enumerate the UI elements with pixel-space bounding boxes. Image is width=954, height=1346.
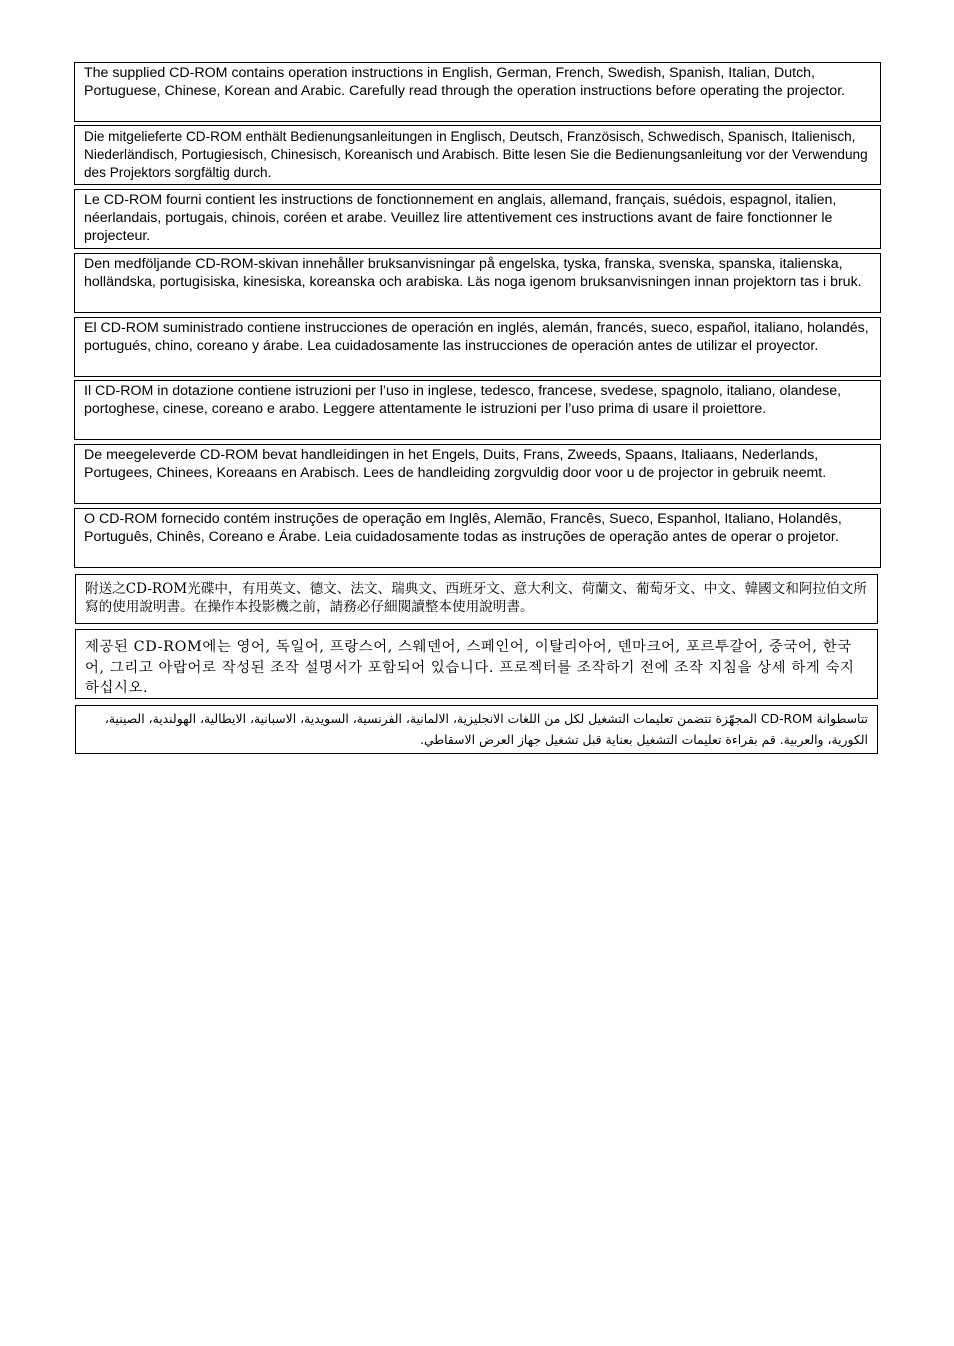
notice-english-text: The supplied CD-ROM contains operation instructions in English, German, French, Swedish, Spanish, Italian, Dutch, Portuguese, Chinese, Korean and Arabic. Carefully read through the operation instructions before operating the projector. xyxy=(84,65,846,99)
notice-french-text: Le CD-ROM fourni contient les instructions de fonctionnement en anglais, allemand, français, suédois, espagnol, italien, néerlandais, portugais, chinois, coréen et arabe. Veuillez lire attentivement ces instructions avant de faire fonctionner le projecteur. xyxy=(84,192,837,244)
notice-korean-text: 제공된 CD-ROM에는 영어, 독일어, 프랑스어, 스웨덴어, 스페인어, 이탈리아어, 덴마크어, 포르투갈어, 중국어, 한국어, 그리고 아랍어로 작성된 조작 설명서가 포함되어 있습니다. 프로젝터를 조작하기 전에 조작 지침을 상세 하게 숙지하십시오. xyxy=(85,639,855,696)
notice-spanish xyxy=(74,317,881,377)
notice-english xyxy=(74,62,881,122)
notice-german xyxy=(74,125,881,185)
notice-dutch-text: De meegeleverde CD-ROM bevat handleidingen in het Engels, Duits, Frans, Zweeds, Spaans, Italiaans, Nederlands, Portugees, Chinees, Koreaans en Arabisch. Lees de handleiding zorgvuldig door voor u de projector in gebruik neemt. xyxy=(84,447,827,481)
notice-chinese-text: 附送之CD-ROM光碟中，有用英文、德文、法文、瑞典文、西班牙文、意大利文、荷蘭文、葡萄牙文、中文、韓國文和阿拉伯文所寫的使用說明書。在操作本投影機之前，請務必仔細閱讀整本使用說明書。 xyxy=(85,581,867,615)
notice-spanish-text: El CD-ROM suministrado contiene instrucciones de operación en inglés, alemán, francés, sueco, español, italiano, holandés, portugués, chino, coreano y árabe. Lea cuidadosamente las instrucciones de operación antes de utilizar el proyector. xyxy=(84,320,869,354)
notice-swedish-text: Den medföljande CD-ROM-skivan innehåller bruksanvisningar på engelska, tyska, franska, svenska, spanska, italienska, holländska, portugisiska, kinesiska, koreanska och arabiska. Läs noga igenom bruksanvisningen innan projektorn tas i bruk. xyxy=(84,256,862,290)
notice-swedish xyxy=(74,253,881,313)
notice-italian xyxy=(74,380,881,440)
notice-arabic-text: تتاسطوانة CD-ROM المجهّزة تتضمن تعليمات التشغيل لكل من اللغات الانجليزية، الالمانية، الفرنسية، السويدية، الاسبانية، الايطالية، الهولندية، الصينية، الكورية، والعربية. قم بقراءة تعليمات التشغيل بعناية قبل تشغيل جهاز العرض الاسقاطي. xyxy=(104,711,868,747)
notice-arabic xyxy=(75,705,878,754)
notice-portuguese xyxy=(74,508,881,568)
notice-italian-text: Il CD-ROM in dotazione contiene istruzioni per l’uso in inglese, tedesco, francese, svedese, spagnolo, italiano, olandese, portoghese, cinese, coreano e arabo. Leggere attentamente le istruzioni per l’uso prima di usare il proiettore. xyxy=(84,383,842,417)
notice-french xyxy=(74,189,881,249)
notice-korean xyxy=(75,629,878,699)
notice-portuguese-text: O CD-ROM fornecido contém instruções de operação em Inglês, Alemão, Francês, Sueco, Espanhol, Italiano, Holandês, Português, Chinês, Coreano e Árabe. Leia cuidadosamente todas as instruções de operação antes de operar o projetor. xyxy=(84,511,842,545)
notice-chinese xyxy=(75,574,878,624)
notice-german-text: Die mitgelieferte CD-ROM enthält Bedienungsanleitungen in Englisch, Deutsch, Französisch, Schwedisch, Spanisch, Italienisch, Niederländisch, Portugiesisch, Chinesisch, Koreanisch und Arabisch. Bitte lesen Sie die Bedienungsanleitung vor der Verwendung des Projektors sorgfältig durch. xyxy=(84,129,868,180)
notice-dutch xyxy=(74,444,881,504)
